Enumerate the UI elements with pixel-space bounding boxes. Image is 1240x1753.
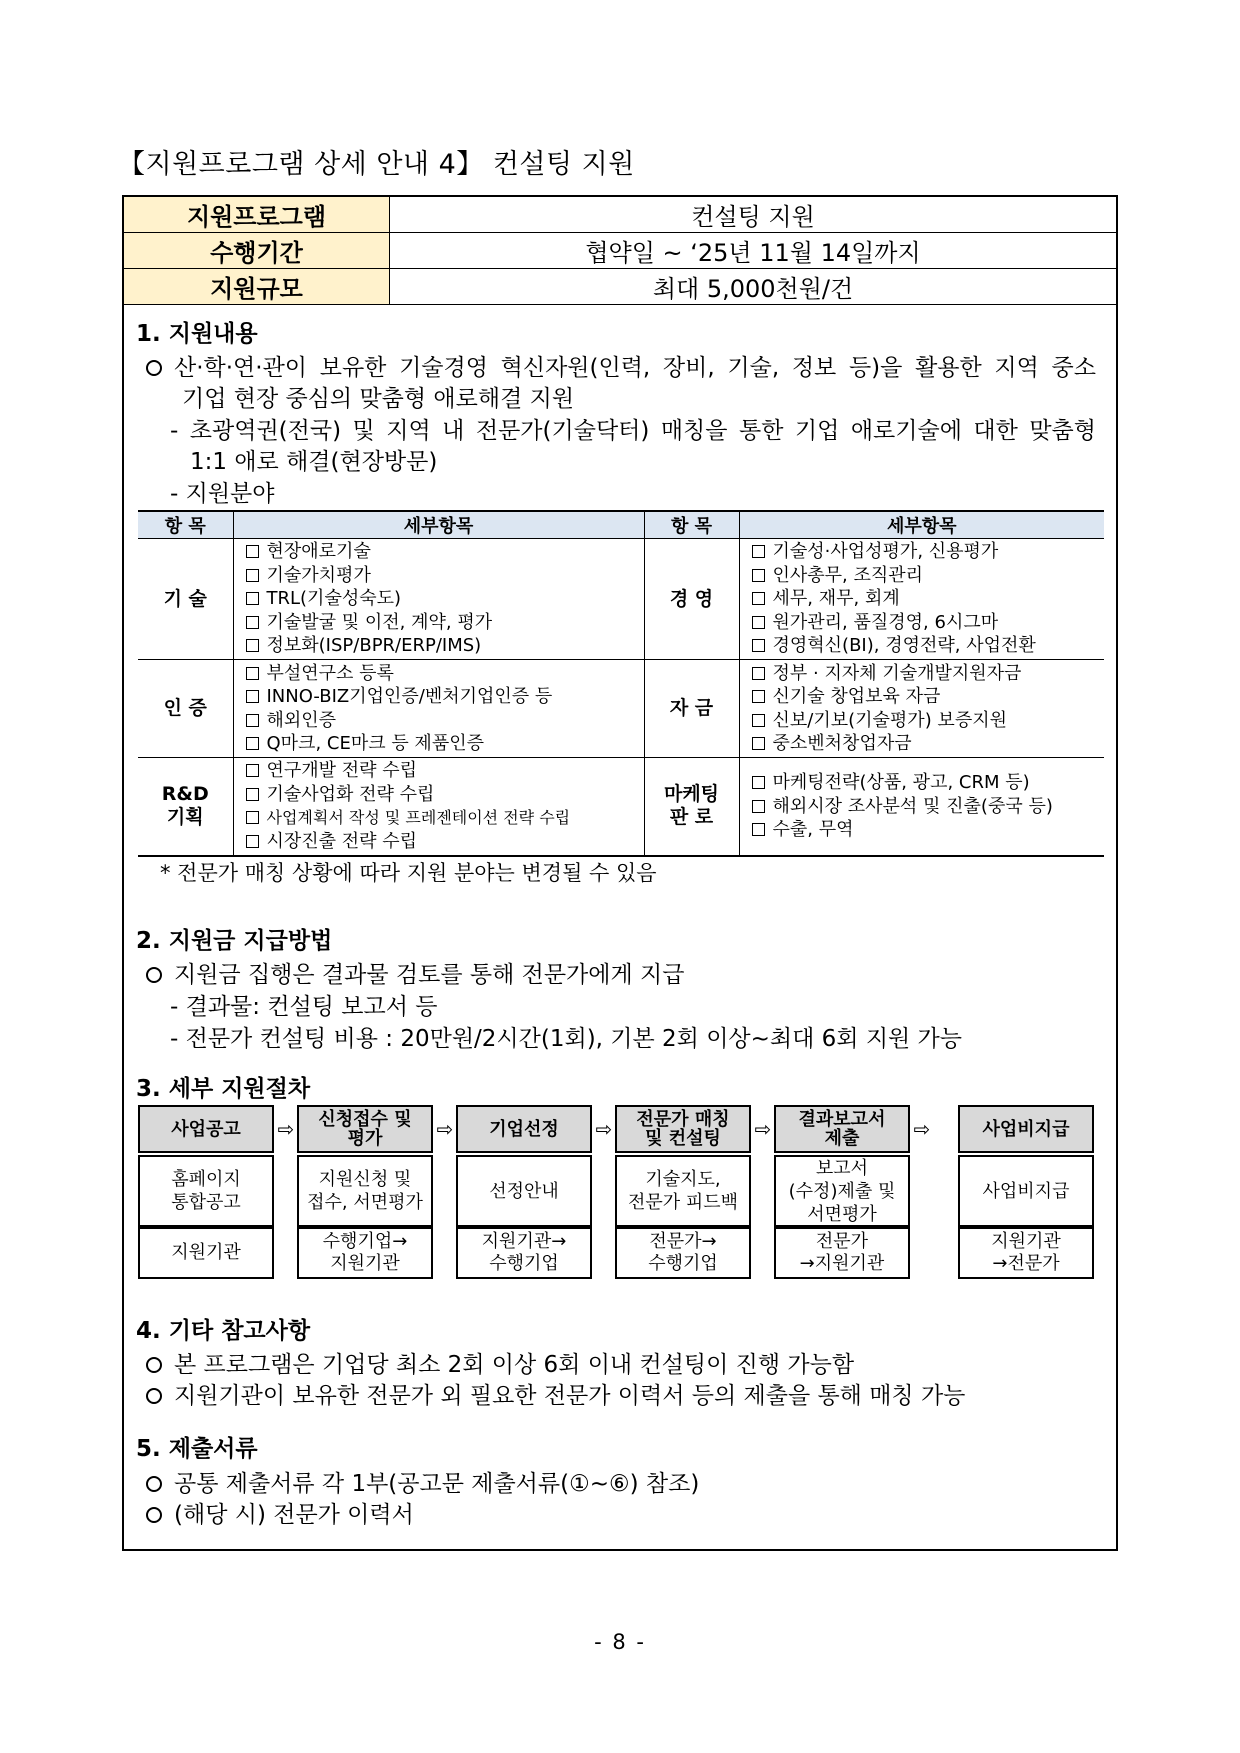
circle-bullet-icon xyxy=(146,1357,162,1373)
checkbox-icon xyxy=(752,776,765,789)
list-item: 기술성·사업성평가, 신용평가 xyxy=(772,541,999,563)
detail-line: - 전문가 컨설팅 비용 : 20만원/2시간(1회), 기본 2회 이상~최대 6회 지원 가능 xyxy=(170,1026,962,1052)
checkbox-icon xyxy=(246,616,259,629)
checkbox-icon xyxy=(752,639,765,652)
checkbox-icon xyxy=(246,788,259,801)
checkbox-icon xyxy=(246,737,259,750)
list-item: 기술발굴 및 이전, 계약, 평가 xyxy=(266,611,493,633)
checkbox-icon xyxy=(246,714,259,727)
circle-bullet-icon xyxy=(146,1476,162,1492)
list-item: 수출, 무역 xyxy=(772,819,854,840)
checkbox-icon xyxy=(752,545,765,558)
checkbox-icon xyxy=(752,616,765,629)
table-row xyxy=(138,660,1104,758)
right-arrow-icon: ⇨ xyxy=(277,1117,295,1141)
checkbox-icon xyxy=(752,800,765,813)
items-cell xyxy=(739,758,1104,856)
items-cell xyxy=(233,539,644,660)
section-title: 3. 세부 지원절차 xyxy=(136,1076,311,1102)
list-item: TRL(기술성숙도) xyxy=(266,588,402,610)
column-header: 항 목 xyxy=(644,511,739,539)
right-arrow-icon: ⇨ xyxy=(754,1117,772,1141)
column-header: 세부항목 xyxy=(233,511,644,539)
checkbox-icon xyxy=(752,569,765,582)
list-item: 인사총무, 조직관리 xyxy=(772,564,924,586)
step-content: 사업비지급 xyxy=(958,1155,1094,1227)
category-cell: 인 증 xyxy=(138,660,233,758)
step-actor: 지원기관 →전문가 xyxy=(958,1227,1094,1279)
info-label: 수행기간 xyxy=(124,233,390,269)
list-item: 정보화(ISP/BPR/ERP/IMS) xyxy=(266,635,482,657)
checkbox-icon xyxy=(246,639,259,652)
checkbox-icon xyxy=(246,592,259,605)
info-label: 지원프로그램 xyxy=(124,197,390,233)
paragraph: 지원금 집행은 결과물 검토를 통해 전문가에게 지급 xyxy=(146,956,684,989)
list-item: 마케팅전략(상품, 광고, CRM 등) xyxy=(772,772,1030,793)
items-cell xyxy=(739,539,1104,660)
section-title: 2. 지원금 지급방법 xyxy=(136,928,333,954)
list-item: 시장진출 전략 수립 xyxy=(266,830,418,852)
circle-bullet-icon xyxy=(146,1388,162,1404)
info-value: 최대 5,000천원/건 xyxy=(390,269,1117,305)
list-item: 정부 · 지자체 기술개발지원자금 xyxy=(772,662,1022,684)
right-arrow-icon: ⇨ xyxy=(436,1117,454,1141)
checkbox-icon xyxy=(246,667,259,680)
step-actor: 전문가→ 수행기업 xyxy=(615,1227,751,1279)
items-cell xyxy=(233,660,644,758)
detail-line: - 결과물: 컨설팅 보고서 등 xyxy=(170,994,438,1020)
checkbox-icon xyxy=(752,737,765,750)
detail-line: - 초광역권(전국) 및 지역 내 전문가(기술닥터) 매칭을 통한 기업 애로기술에 대한 맞춤형 xyxy=(170,418,1096,444)
paragraph: 공통 제출서류 각 1부(공고문 제출서류(①~⑥) 참조) xyxy=(146,1465,699,1498)
paragraph: 지원기관이 보유한 전문가 외 필요한 전문가 이력서 등의 제출을 통해 매칭 가능 xyxy=(146,1377,965,1410)
page-number: - 8 - xyxy=(594,1630,646,1654)
category-cell: R&D 기획 xyxy=(138,758,233,856)
paragraph: 본 프로그램은 기업당 최소 2회 이상 6회 이내 컨설팅이 진행 가능함 xyxy=(146,1346,854,1379)
list-item: 해외시장 조사분석 및 진출(중국 등) xyxy=(772,795,1053,817)
section-title: 1. 지원내용 xyxy=(136,321,258,347)
step-title: 전문가 매칭 및 컨설팅 xyxy=(615,1105,751,1153)
right-arrow-icon: ⇨ xyxy=(913,1117,931,1141)
step-actor: 지원기관 xyxy=(138,1227,274,1279)
info-row xyxy=(124,233,1116,269)
column-header: 세부항목 xyxy=(739,511,1104,539)
list-item: Q마크, CE마크 등 제품인증 xyxy=(266,733,484,754)
page-heading: 【지원프로그램 상세 안내 4】 컨설팅 지원 xyxy=(118,149,635,180)
table-row xyxy=(138,539,1104,660)
info-row xyxy=(124,197,1116,233)
step-title: 신청접수 및 평가 xyxy=(297,1105,433,1153)
category-cell: 마케팅 판 로 xyxy=(644,758,739,856)
list-item: 현장애로기술 xyxy=(266,541,371,563)
paragraph: (해당 시) 전문가 이력서 xyxy=(146,1496,414,1529)
info-row xyxy=(124,269,1116,305)
program-info-table xyxy=(124,197,1116,305)
list-item: 중소벤처창업자금 xyxy=(772,733,912,754)
support-field-table xyxy=(138,510,1104,857)
info-label: 지원규모 xyxy=(124,269,390,305)
list-item: INNO-BIZ기업인증/벤처기업인증 등 xyxy=(266,686,553,707)
checkbox-icon xyxy=(752,592,765,605)
info-value: 협약일 ~ ‘25년 11월 14일까지 xyxy=(390,233,1117,269)
list-item: 기술가치평가 xyxy=(266,564,371,586)
paragraph: 기업 현장 중심의 맞춤형 애로해결 지원 xyxy=(182,386,575,412)
list-item: 연구개발 전략 수립 xyxy=(266,760,418,782)
checkbox-icon xyxy=(246,764,259,777)
list-item: 세무, 재무, 회계 xyxy=(772,588,900,610)
detail-line: 1:1 애로 해결(현장방문) xyxy=(190,449,438,475)
checkbox-icon xyxy=(246,569,259,582)
procedure-flow xyxy=(138,1105,1104,1279)
step-title: 결과보고서 제출 xyxy=(774,1105,910,1153)
list-item: 부설연구소 등록 xyxy=(266,662,394,684)
checkbox-icon xyxy=(246,811,259,824)
program-frame xyxy=(122,195,1118,1551)
step-content: 보고서 (수정)제출 및 서면평가 xyxy=(774,1155,910,1227)
info-value: 컨설팅 지원 xyxy=(390,197,1117,233)
checkbox-icon xyxy=(246,835,259,848)
checkbox-icon xyxy=(246,545,259,558)
section-title: 5. 제출서류 xyxy=(136,1436,258,1462)
detail-line: - 지원분야 xyxy=(170,481,275,507)
step-content: 홈페이지 통합공고 xyxy=(138,1155,274,1227)
items-cell xyxy=(233,758,644,856)
column-header: 항 목 xyxy=(138,511,233,539)
checkbox-icon xyxy=(246,690,259,703)
step-actor: 수행기업→ 지원기관 xyxy=(297,1227,433,1279)
list-item: 해외인증 xyxy=(266,709,337,731)
checkbox-icon xyxy=(752,714,765,727)
circle-bullet-icon xyxy=(146,1507,162,1523)
items-cell xyxy=(739,660,1104,758)
list-item: 신기술 창업보육 자금 xyxy=(772,686,941,707)
section-title: 4. 기타 참고사항 xyxy=(136,1318,311,1344)
category-cell: 자 금 xyxy=(644,660,739,758)
step-content: 지원신청 및 접수, 서면평가 xyxy=(297,1155,433,1227)
checkbox-icon xyxy=(752,823,765,836)
step-title: 사업공고 xyxy=(138,1105,274,1153)
checkbox-icon xyxy=(752,667,765,680)
step-content: 선정안내 xyxy=(456,1155,592,1227)
category-cell: 경 영 xyxy=(644,539,739,660)
list-item: 기술사업화 전략 수립 xyxy=(266,783,435,805)
step-content: 기술지도, 전문가 피드백 xyxy=(615,1155,751,1227)
list-item: 사업계획서 작성 및 프레젠테이션 전략 수립 xyxy=(266,808,571,828)
list-item: 원가관리, 품질경영, 6시그마 xyxy=(772,611,999,633)
step-title: 사업비지급 xyxy=(958,1105,1094,1153)
table-note: * 전문가 매칭 상황에 따라 지원 분야는 변경될 수 있음 xyxy=(160,861,657,885)
checkbox-icon xyxy=(752,690,765,703)
right-arrow-icon: ⇨ xyxy=(595,1117,613,1141)
paragraph: 산·학·연·관이 보유한 기술경영 혁신자원(인력, 장비, 기술, 정보 등)을 활용한 지역 중소 xyxy=(146,349,1096,382)
step-title: 기업선정 xyxy=(456,1105,592,1153)
list-item: 경영혁신(BI), 경영전략, 사업전환 xyxy=(772,635,1036,657)
step-actor: 전문가 →지원기관 xyxy=(774,1227,910,1279)
circle-bullet-icon xyxy=(146,360,162,376)
step-actor: 지원기관→ 수행기업 xyxy=(456,1227,592,1279)
category-cell: 기 술 xyxy=(138,539,233,660)
list-item: 신보/기보(기술평가) 보증지원 xyxy=(772,709,1007,731)
table-row xyxy=(138,758,1104,856)
circle-bullet-icon xyxy=(146,967,162,983)
